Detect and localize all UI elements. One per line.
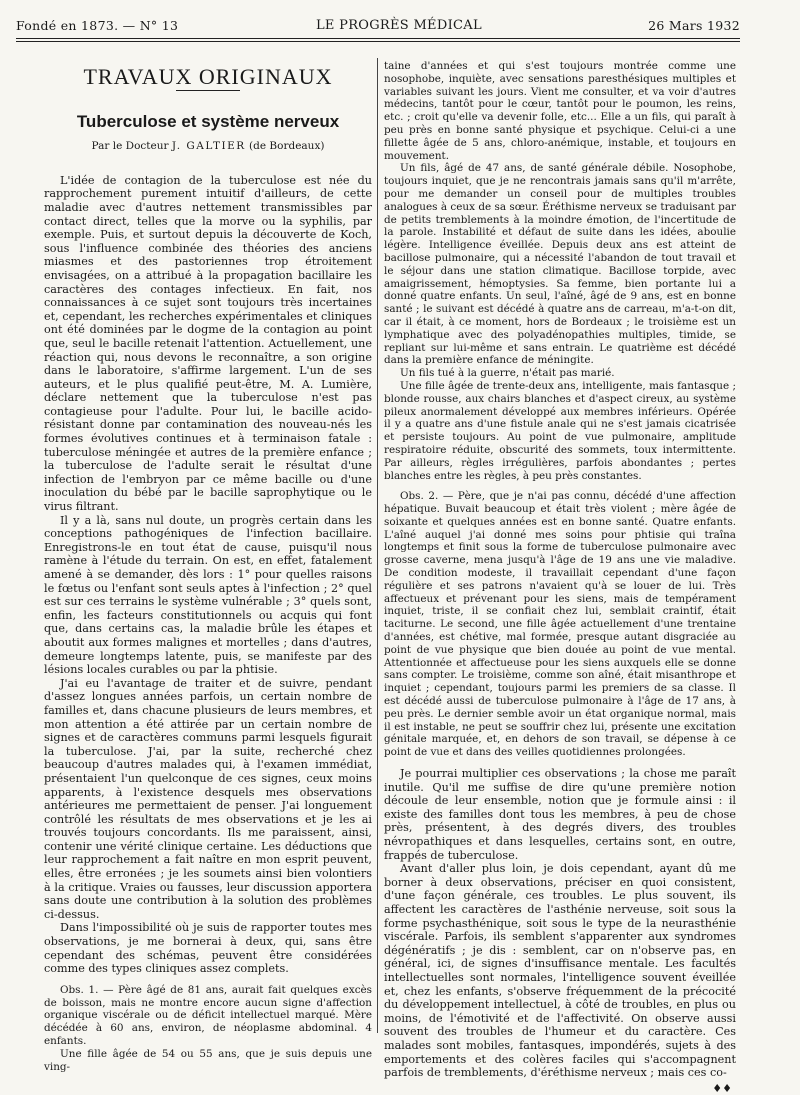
paragraph: Je pourrai multiplier ces observations ; la chose me paraît inutile. Qu'il me suffise de dire qu'une première notion découle de leur ensemble, notion que je formule ainsi : il existe des familles dont tous les membres, à peu de chose près, présentent, à des degrés divers, des troubles névropathiques et dans lesquelles, certains sont, en outre, frappés de tuberculose. xyxy=(384,767,736,862)
observation-paragraph: Une fille âgée de 54 ou 55 ans, que je suis depuis une ving- xyxy=(44,1047,372,1073)
journal-title: LE PROGRÈS MÉDICAL xyxy=(316,18,482,33)
header-rule xyxy=(16,38,740,39)
founding-and-issue: Fondé en 1873. — N° 13 xyxy=(16,18,179,33)
observation-paragraph: Obs. 2. — Père, que je n'ai pas connu, décédé d'une affection hépatique. Buvait beaucoup et était très violent ; mère âgée de soixante et quelques années est en bonne santé. Quatre enfants. L'aîné auquel j'ai donné mes soins pour phtisie qui traîna longtemps et finit sous la forme de tuberculose pulmonaire avec grosse caverne, mena jusqu'à l'âge de 19 ans une vie maladive. De condition modeste, il travaillait cependant d'une façon régulière et ses patrons n'avaient qu'à se louer de lui. Très affectueux et prévenant pour les siens, mais de tempérament inquiet, triste, il se confiait chez lui, semblait craintif, était taciturne. Le second, une fille âgée actuellement d'une trentaine d'années, est chétive, mal formée, presque autant disgraciée au point de vue physique que bien douée au point de vue mental. Attentionnée et affectueuse pour les siens auxquels elle se donne sans compter. Le troisième, comme son aîné, était misanthrope et inquiet ; cependant, toujours parmi les premiers de sa classe. Il est décédé aussi de tuberculose pulmonaire à l'âge de 17 ans, à peu près. Le dernier semble avoir un état organique normal, mais il est instable, ne peut se souffrir chez lui, présente une excitation génitale marquée, et, en dehors de son travail, se dépense à ce point de vue et dans des veilles quotidiennes prolongées. xyxy=(384,490,736,759)
observation-paragraph: Un fils tué à la guerre, n'était pas marié. xyxy=(400,367,615,380)
byline xyxy=(44,140,372,154)
column-divider xyxy=(377,58,378,1033)
byline-suffix: (de Bordeaux) xyxy=(245,140,325,153)
paragraph: L'idée de contagion de la tuberculose est née du rapprochement purement intuitif d'ailleurs, de cette maladie avec d'autres nettement transmissibles par contact direct, telles que la morve ou la syphilis, par exemple. Puis, et surtout depuis la découverte de Koch, sous l'influence combinée des théories des anciens miasmes et des pastoriennes trop étroitement envisagées, on a attribué à la propagation bacillaire les caractères des contages infectieux. En fait, nos connaissances à ce sujet sont toujours très incertaines et, cependant, les recherches expérimentales et cliniques ont été dominées par le dogme de la contagion au point que, seul le bacille retenait l'attention. Actuellement, une réaction qui, nous devons le reconnaître, a son origine dans le laboratoire, s'affirme largement. L'un de ses auteurs, et le plus qualifié peut-être, M. A. Lumière, déclare nettement que la tuberculose n'est pas contagieuse pour l'adulte. Pour lui, le bacille acido-résistant donne par contamination des nouveau-nés les formes évolutives continues et à terminaison fatale : tuberculose méningée et autres de la première enfance ; la tuberculose de l'adulte serait le résultat d'une infection de l'embryon par ce même bacille ou d'une inoculation du bébé par le bacille saprophytique ou le virus filtrant. xyxy=(44,173,372,514)
section-rule xyxy=(176,90,240,91)
observation-paragraph: taine d'années et qui s'est toujours montrée comme une nosophobe, inquiète, avec sensations paresthésiques multiples et variables suivant les jours. Vient me consulter, et va voir d'autres médecins, tantôt pour le cœur, tantôt pour le poumon, les reins, etc. ; croit qu'elle va devenir folle, etc... Elle a un fils, qui paraît à peu près en bonne santé physique et psychique. Celui-ci a une fillette âgée de 5 ans, chloro-anémique, instable, et toujours en mouvement. xyxy=(384,60,736,162)
paragraph: J'ai eu l'avantage de traiter et de suivre, pendant d'assez longues années parfois, un certain nombre de familles et, dans chacune plusieurs de leurs membres, et mon attention a été attirée par un certain nombre de signes et de caractères communs parmi lesquels figurait la tuberculose. J'ai, par la suite, recherché chez beaucoup d'autres malades qui, à l'examen immédiat, présentaient l'un quelconque de ces signes, ceux moins apparents, à l'existence desquels mes observations antérieures me permettaient de penser. J'ai longuement contrôlé les résultats de mes observations et je les ai trouvés toujours concordants. Ils me paraissent, ainsi, contenir une vérité clinique certaine. Les déductions que leur rapprochement a fait naître en mon esprit peuvent, elles, être erronées ; je les soumets ainsi bien volontiers à la critique. Vraies ou fausses, leur discussion apportera sans doute une contribution à la solution des problèmes ci-dessus. xyxy=(44,676,372,921)
issue-date: 26 Mars 1932 xyxy=(648,18,740,33)
paragraph: Avant d'aller plus loin, je dois cependant, ayant dû me borner à deux observations, préciser en quoi consistent, d'une façon générale, ces troubles. Le plus souvent, ils affectent les caractères de l'asthénie nerveuse, soit sous la forme psychasthénique, soit sous le type de la neurasthénie viscérale. Parfois, ils semblent s'apparenter aux syndromes dégénératifs ; je dis : semblent, car on n'observe pas, en général, ici, de signes d'insuffisance mentale. Les facultés intellectuelles sont normales, l'intelligence souvent éveillée et, chez les enfants, s'observe fréquemment de la précocité du développement intellectuel, à côté de troubles, en plus ou moins, de l'émotivité et de l'affectivité. On observe aussi souvent des troubles de l'humeur et du caractère. Ces malades sont mobiles, fantasques, impondérés, sujets à des emportements et des colères faciles qui s'accompagnent parfois de tremblements, d'éréthisme nerveux ; mais ces co- xyxy=(384,862,736,1080)
paragraph: Il y a là, sans nul doute, un progrès certain dans les conceptions pathogéniques de l'infection bacillaire. Enregistrons-le en tout état de cause, puisqu'il nous ramène à l'étude du terrain. On est, en effet, fatalement amené à se demander, dès lors : 1° pour quelles raisons le fœtus ou l'enfant sont seuls aptes à l'infection ; 2° quel est sur ces terrains le système vulnérable ; 3° quels sont, enfin, les facteurs constitutionnels ou acquis qui font que, dans certains cas, la maladie brûle les étapes et aboutit aux formes malignes et mortelles ; dans d'autres, demeure longtemps latente, puis, se manifeste par des lésions locales curables ou par la phtisie. xyxy=(44,513,372,677)
byline-author: J. GALTIER xyxy=(171,140,246,153)
continuation-mark: ♦♦ xyxy=(712,1081,732,1095)
right-column xyxy=(384,60,736,1095)
article-title: Tuberculose et système nerveux xyxy=(76,111,340,131)
paragraph: Dans l'impossibilité où je suis de rapporter toutes mes observations, je me bornerai à deux, qui, sans être cependant des schémas, peuvent être considérées comme des types cliniques assez complets. xyxy=(44,921,372,976)
observation-paragraph: Une fille âgée de trente-deux ans, intelligente, mais fantasque ; blonde rousse, aux chairs blanches et d'aspect cireux, au système pileux anormalement développé aux membres inférieurs. Opérée il y a quatre ans d'une fistule anale qui ne s'est jamais cicatrisée et persiste toujours. Au point de vue pulmonaire, amplitude respiratoire réduite, obscurité des sommets, toux intermittente. Par ailleurs, règles irrégulières, parfois abondantes ; pertes blanches entre les règles, à peu près constantes. xyxy=(384,379,736,482)
section-title: TRAVAUX ORIGINAUX xyxy=(83,64,333,89)
byline-prefix: Par le Docteur xyxy=(91,140,172,153)
left-column xyxy=(44,60,372,1073)
page-header xyxy=(16,8,740,33)
observation-paragraph: Un fils, âgé de 47 ans, de santé générale débile. Nosophobe, toujours inquiet, que je ne rencontrais jamais sans qu'il m'arrête, pour me demander un conseil pour de multiples troubles analogues à ceux de sa sœur. Éréthisme nerveux se traduisant par de petits tremblements à la moindre émotion, de l'incertitude de la parole. Instabilité et défaut de suite dans les idées, aboulie légère. Intelligence éveillée. Depuis deux ans est atteint de bacillose pulmonaire, qui a nécessité l'abandon de tout travail et le séjour dans une station climatique. Bacillose torpide, avec amaigrissement, hémoptysies. Sa femme, bien portante lui a donné quatre enfants. Un seul, l'aîné, âgé de 9 ans, est en bonne santé ; le suivant est décédé à quatre ans de carreau, m'a-t-on dit, car il était, à ce moment, hors de Bordeaux ; le troisième est un lymphatique avec des polyadénopathies multiples, timide, se repliant sur lui-même et sans entrain. Le quatrième est décédé dans la première enfance de méningite. xyxy=(384,162,736,367)
observation-paragraph: Obs. 1. — Père âgé de 81 ans, aurait fait quelques excès de boisson, mais ne montre encore aucun signe d'affection organique viscérale ou de déficit intellectuel marqué. Mère décédée à 60 ans, environ, de néoplasme abdominal. 4 enfants. xyxy=(44,983,372,1047)
header-rule-double xyxy=(16,41,740,42)
